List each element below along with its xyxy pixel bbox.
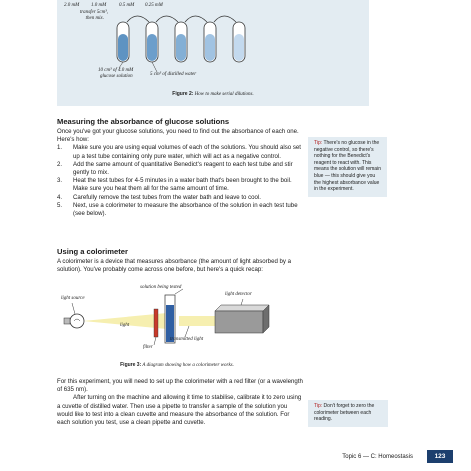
glucose-label-line1: 10 cm³ of 4.0 mM	[98, 68, 134, 73]
transfer-arrow-4	[214, 16, 236, 22]
figure-3-caption-prefix: Figure 3:	[120, 362, 142, 368]
method-steps	[57, 144, 303, 218]
dilution-tube-4	[233, 22, 245, 62]
section-heading-colorimeter: Using a colorimeter	[57, 247, 128, 256]
glucose-label-line2: glucose solution	[100, 74, 133, 79]
light-label: light	[120, 323, 130, 328]
figure-2-caption-text: How to make serial dilutions.	[194, 92, 254, 97]
transfer-label-line2: then mix.	[85, 16, 104, 21]
transmitted-beam	[179, 316, 215, 326]
figure-3-caption-text: A diagram showing how a colorimeter works.	[142, 363, 234, 368]
concentration-label-1: 2.0 mM	[64, 3, 80, 8]
red-filter	[154, 309, 158, 337]
solution-label: solution being tested	[140, 285, 182, 290]
section-2-intro: A colorimeter is a device that measures absorbance (the amount of light absorbed by a solution). You've probably come across one before, but here's a quick recap:	[57, 258, 292, 274]
concentration-label-3: 0.5 mM	[119, 3, 135, 8]
light-detector-label: light detector	[225, 292, 252, 297]
tip-box-zero-colorimeter	[308, 400, 388, 427]
cuvette	[165, 295, 175, 343]
method-step: 2. Add the same amount of quantitative Benedict's reagent to each test tube and stir gently to mix.	[57, 160, 293, 177]
figure-2-caption-prefix: Figure 2:	[172, 91, 194, 97]
colorimeter-diagram	[57, 285, 297, 360]
light-bulb-icon	[64, 314, 84, 328]
method-step: 1. Make sure you are using equal volumes of each of the solutions. You should also set up a test tube containing only pure water, which will act as a negative control.	[57, 144, 301, 160]
dilution-tube-2	[175, 22, 187, 62]
footer-topic: Topic 6 — C: Homeostasis	[342, 454, 413, 460]
method-step: 3. Heat the test tubes for 4-5 minutes in a water bath that's been brought to the boil. Make sure you heat them all for the same amount of time.	[57, 177, 292, 193]
tip-text: Don't forget to zero the colorimeter between each reading.	[314, 403, 375, 423]
light-source-label: light source	[61, 296, 85, 301]
concentration-label-2: 1.0 mM	[91, 3, 107, 8]
tip-text: There's no glucose in the negative control, so there's nothing for the Benedict's reagent to react with. This means the solution will remain blue — this should give you the highest absorbance value in the experiment.	[314, 140, 381, 193]
figure-2-caption	[57, 91, 369, 97]
method-step: 5. Next, use a colorimeter to measure the absorbance of the solution in each test tube (see below).	[57, 201, 298, 218]
filter-label: filter	[143, 345, 153, 350]
method-step: 4. Carefully remove the test tubes from the water bath and leave to cool.	[57, 193, 261, 201]
distilled-water-label: 5 cm³ of distilled water	[150, 72, 197, 77]
dilution-tube-3	[204, 22, 216, 62]
transfer-arrow-3	[185, 16, 207, 22]
transfer-arrow-2	[156, 16, 178, 22]
section-heading-absorbance: Measuring the absorbance of glucose solutions	[57, 117, 230, 126]
dilution-tube-1	[146, 22, 158, 62]
section-3-body	[57, 378, 303, 427]
transfer-arrow-1	[127, 16, 149, 22]
figure-3-caption	[57, 362, 297, 368]
section-3-para-2: After turning on the machine and allowing it time to stabilise, calibrate it to zero using a cuvette of distilled water. Then use a pipette to transfer a sample of the solution you would like to test into a clean cuvette and measure the absorbance of the solution. For each solution you test, use a clean pipette and cuvette.	[57, 394, 302, 427]
concentration-label-4: 0.25 mM	[145, 3, 163, 8]
section-3-para-1: For this experiment, you will need to set up the colorimeter with a red filter (or a wavelength of 635 nm).	[57, 378, 303, 394]
transfer-label-line1: transfer 5cm³,	[79, 10, 108, 15]
transfer-arrows	[127, 16, 236, 22]
tip-label: Tip:	[314, 403, 323, 409]
section-1-intro: Once you've got your glucose solutions, you need to find out the absorbance of each one. Here's how:	[57, 128, 299, 144]
light-detector	[215, 305, 269, 333]
stock-tube	[117, 22, 129, 62]
page-number: 123	[427, 450, 453, 463]
transmitted-light-label: transmitted light	[170, 337, 204, 342]
tip-box-negative-control	[308, 137, 387, 197]
tip-label: Tip:	[314, 140, 323, 146]
section-1-body	[57, 128, 303, 218]
